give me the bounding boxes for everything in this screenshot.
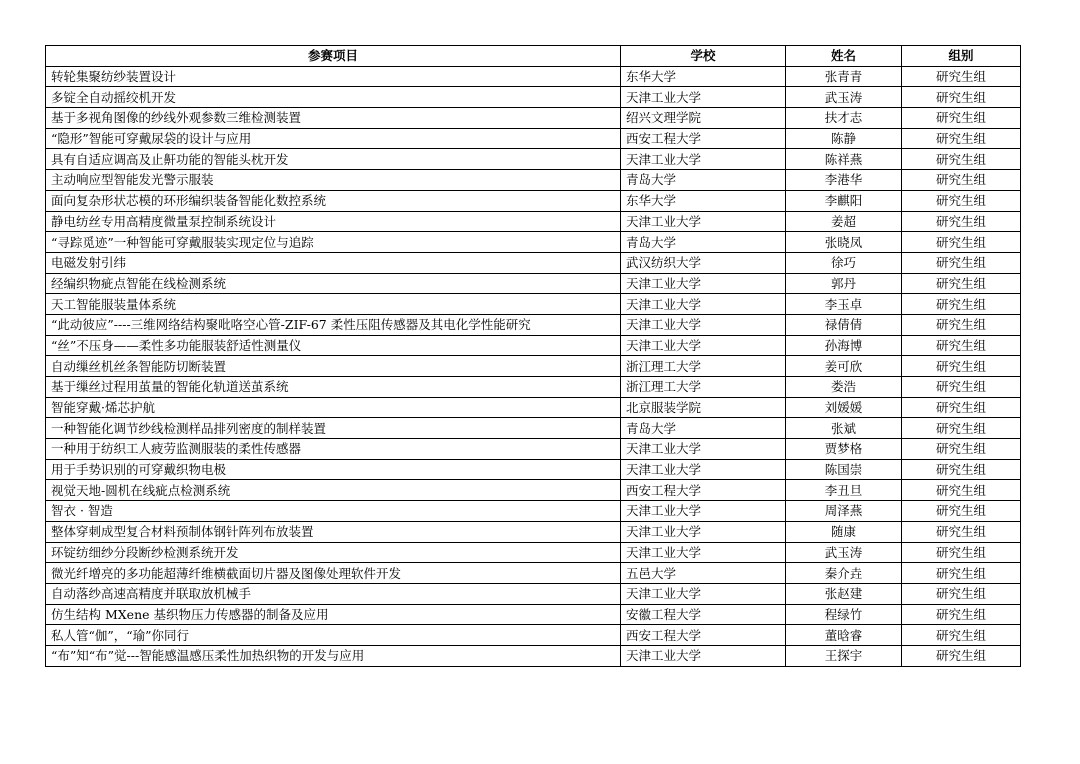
table-row — [46, 87, 1021, 108]
cell-name: 李丑旦 — [786, 480, 902, 501]
cell-group: 研究生组 — [902, 645, 1021, 666]
cell-group: 研究生组 — [902, 170, 1021, 191]
cell-school: 天津工业大学 — [621, 645, 786, 666]
cell-project: 天工智能服装量体系统 — [46, 294, 621, 315]
table-row — [46, 583, 1021, 604]
cell-group: 研究生组 — [902, 294, 1021, 315]
cell-school: 天津工业大学 — [621, 335, 786, 356]
cell-group: 研究生组 — [902, 563, 1021, 584]
cell-school: 安徽工程大学 — [621, 604, 786, 625]
cell-school: 天津工业大学 — [621, 294, 786, 315]
cell-group: 研究生组 — [902, 190, 1021, 211]
cell-name: 周泽燕 — [786, 501, 902, 522]
cell-school: 青岛大学 — [621, 170, 786, 191]
table-row — [46, 335, 1021, 356]
table-row — [46, 232, 1021, 253]
cell-name: 陈祥燕 — [786, 149, 902, 170]
cell-group: 研究生组 — [902, 439, 1021, 460]
table-body — [46, 66, 1021, 666]
cell-project: 私人管“伽”，“瑜”你同行 — [46, 625, 621, 646]
header-school: 学校 — [621, 46, 786, 67]
cell-school: 东华大学 — [621, 66, 786, 87]
cell-project: 视觉天地-圆机在线疵点检测系统 — [46, 480, 621, 501]
cell-name: 刘媛媛 — [786, 397, 902, 418]
cell-group: 研究生组 — [902, 459, 1021, 480]
table-row — [46, 211, 1021, 232]
cell-school: 天津工业大学 — [621, 583, 786, 604]
cell-name: 秦介垚 — [786, 563, 902, 584]
cell-group: 研究生组 — [902, 521, 1021, 542]
cell-project: 主动响应型智能发光警示服装 — [46, 170, 621, 191]
cell-school: 天津工业大学 — [621, 211, 786, 232]
cell-name: 程绿竹 — [786, 604, 902, 625]
cell-project: 仿生结构 MXene 基织物压力传感器的制备及应用 — [46, 604, 621, 625]
table-row — [46, 397, 1021, 418]
cell-group: 研究生组 — [902, 87, 1021, 108]
cell-school: 天津工业大学 — [621, 273, 786, 294]
cell-project: 经编织物疵点智能在线检测系统 — [46, 273, 621, 294]
cell-project: “此动彼应”----三维网络结构聚吡咯空心管-ZIF-67 柔性压阻传感器及其电化学性能研究 — [46, 314, 621, 335]
cell-name: 武玉涛 — [786, 87, 902, 108]
cell-name: 张青青 — [786, 66, 902, 87]
table-row — [46, 645, 1021, 666]
cell-project: 电磁发射引纬 — [46, 252, 621, 273]
cell-group: 研究生组 — [902, 211, 1021, 232]
cell-name: 徐巧 — [786, 252, 902, 273]
table-row — [46, 377, 1021, 398]
table-row — [46, 66, 1021, 87]
cell-name: 武玉涛 — [786, 542, 902, 563]
cell-school: 天津工业大学 — [621, 87, 786, 108]
table-row — [46, 418, 1021, 439]
cell-group: 研究生组 — [902, 149, 1021, 170]
table-row — [46, 480, 1021, 501]
cell-project: 基于多视角图像的纱线外观参数三维检测装置 — [46, 108, 621, 129]
cell-group: 研究生组 — [902, 583, 1021, 604]
cell-school: 天津工业大学 — [621, 459, 786, 480]
cell-group: 研究生组 — [902, 377, 1021, 398]
cell-name: 王探宇 — [786, 645, 902, 666]
cell-name: 贾梦格 — [786, 439, 902, 460]
cell-name: 张赵建 — [786, 583, 902, 604]
cell-group: 研究生组 — [902, 335, 1021, 356]
table-row — [46, 108, 1021, 129]
header-group: 组别 — [902, 46, 1021, 67]
cell-school: 浙江理工大学 — [621, 356, 786, 377]
table-row — [46, 625, 1021, 646]
table-row — [46, 563, 1021, 584]
cell-school: 五邑大学 — [621, 563, 786, 584]
cell-project: 整体穿刺成型复合材料预制体钢针阵列布放装置 — [46, 521, 621, 542]
cell-group: 研究生组 — [902, 418, 1021, 439]
cell-school: 西安工程大学 — [621, 480, 786, 501]
cell-name: 孙海博 — [786, 335, 902, 356]
cell-group: 研究生组 — [902, 604, 1021, 625]
table-row — [46, 294, 1021, 315]
table-row — [46, 356, 1021, 377]
cell-group: 研究生组 — [902, 66, 1021, 87]
cell-project: 环锭纺细纱分段断纱检测系统开发 — [46, 542, 621, 563]
cell-project: 自动落纱高速高精度并联取放机械手 — [46, 583, 621, 604]
cell-school: 武汉纺织大学 — [621, 252, 786, 273]
cell-project: 多锭全自动摇绞机开发 — [46, 87, 621, 108]
cell-group: 研究生组 — [902, 542, 1021, 563]
table-row — [46, 501, 1021, 522]
cell-project: 具有自适应调高及止鼾功能的智能头枕开发 — [46, 149, 621, 170]
cell-project: 一种智能化调节纱线检测样品排列密度的制样装置 — [46, 418, 621, 439]
cell-name: 张晓凤 — [786, 232, 902, 253]
cell-school: 天津工业大学 — [621, 542, 786, 563]
cell-project: 面向复杂形状芯模的环形编织装备智能化数控系统 — [46, 190, 621, 211]
table-row — [46, 273, 1021, 294]
cell-project: 基于缫丝过程用茧量的智能化轨道送茧系统 — [46, 377, 621, 398]
cell-school: 西安工程大学 — [621, 625, 786, 646]
table-row — [46, 190, 1021, 211]
cell-name: 郭丹 — [786, 273, 902, 294]
cell-group: 研究生组 — [902, 128, 1021, 149]
cell-school: 青岛大学 — [621, 232, 786, 253]
table-row — [46, 542, 1021, 563]
cell-name: 扶才志 — [786, 108, 902, 129]
cell-school: 浙江理工大学 — [621, 377, 786, 398]
cell-project: 智能穿戴·烯芯护航 — [46, 397, 621, 418]
table-row — [46, 252, 1021, 273]
cell-group: 研究生组 — [902, 397, 1021, 418]
cell-project: 静电纺丝专用高精度微量泵控制系统设计 — [46, 211, 621, 232]
cell-school: 青岛大学 — [621, 418, 786, 439]
cell-school: 北京服装学院 — [621, 397, 786, 418]
cell-group: 研究生组 — [902, 273, 1021, 294]
cell-name: 姜可欣 — [786, 356, 902, 377]
table-row — [46, 604, 1021, 625]
table-row — [46, 128, 1021, 149]
table-row — [46, 459, 1021, 480]
table-row — [46, 149, 1021, 170]
table-row — [46, 439, 1021, 460]
cell-name: 姜超 — [786, 211, 902, 232]
cell-name: 随康 — [786, 521, 902, 542]
cell-name: 陈静 — [786, 128, 902, 149]
cell-group: 研究生组 — [902, 314, 1021, 335]
cell-name: 陈国崇 — [786, 459, 902, 480]
cell-project: 一种用于纺织工人疲劳监测服装的柔性传感器 — [46, 439, 621, 460]
cell-project: 自动缫丝机丝条智能防切断装置 — [46, 356, 621, 377]
cell-name: 李麒阳 — [786, 190, 902, 211]
cell-school: 天津工业大学 — [621, 314, 786, 335]
table-row — [46, 521, 1021, 542]
header-name: 姓名 — [786, 46, 902, 67]
cell-project: “寻踪觅迹”一种智能可穿戴服装实现定位与追踪 — [46, 232, 621, 253]
cell-school: 天津工业大学 — [621, 149, 786, 170]
cell-school: 天津工业大学 — [621, 501, 786, 522]
cell-group: 研究生组 — [902, 356, 1021, 377]
cell-project: 智衣 · 智造 — [46, 501, 621, 522]
cell-school: 天津工业大学 — [621, 521, 786, 542]
cell-project: 微光纤增亮的多功能超薄纤维横截面切片器及图像处理软件开发 — [46, 563, 621, 584]
table-row — [46, 314, 1021, 335]
cell-school: 西安工程大学 — [621, 128, 786, 149]
cell-project: “布”知“布”觉---智能感温感压柔性加热织物的开发与应用 — [46, 645, 621, 666]
cell-name: 禄倩倩 — [786, 314, 902, 335]
cell-name: 娄浩 — [786, 377, 902, 398]
cell-project: 用于手势识别的可穿戴织物电极 — [46, 459, 621, 480]
cell-group: 研究生组 — [902, 501, 1021, 522]
cell-project: “隐形”智能可穿戴尿袋的设计与应用 — [46, 128, 621, 149]
cell-school: 绍兴文理学院 — [621, 108, 786, 129]
cell-name: 李港华 — [786, 170, 902, 191]
cell-school: 东华大学 — [621, 190, 786, 211]
header-row — [46, 46, 1021, 67]
competition-table — [45, 45, 1021, 667]
header-project: 参赛项目 — [46, 46, 621, 67]
cell-name: 张斌 — [786, 418, 902, 439]
cell-group: 研究生组 — [902, 108, 1021, 129]
cell-school: 天津工业大学 — [621, 439, 786, 460]
cell-name: 董晗睿 — [786, 625, 902, 646]
cell-group: 研究生组 — [902, 232, 1021, 253]
cell-group: 研究生组 — [902, 625, 1021, 646]
table-row — [46, 170, 1021, 191]
cell-group: 研究生组 — [902, 252, 1021, 273]
cell-project: “丝”不压身——柔性多功能服装舒适性测量仪 — [46, 335, 621, 356]
cell-project: 转轮集聚纺纱装置设计 — [46, 66, 621, 87]
cell-name: 李玉卓 — [786, 294, 902, 315]
cell-group: 研究生组 — [902, 480, 1021, 501]
